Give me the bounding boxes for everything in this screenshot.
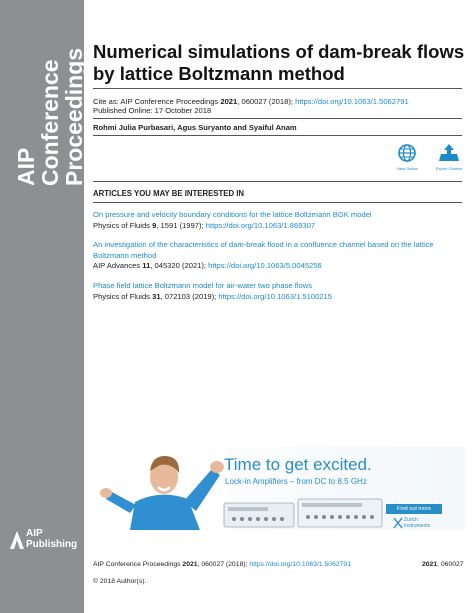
export-citation-button[interactable] [429,141,469,175]
related-article [93,281,463,302]
ad-subline: Lock-in Amplifiers – from DC to 8.5 GHz [225,477,367,486]
cite-year: 2021 [220,97,238,106]
related-article-citation [93,261,463,272]
divider [93,202,462,203]
related-article-doi-link[interactable]: https://doi.org/10.1063/1.869307 [205,220,316,230]
volume: 31 [152,291,161,301]
divider [93,118,462,119]
view-online-label: View Online [396,166,418,171]
brand-line2: Instruments [404,523,431,529]
view-online-button[interactable] [387,141,427,175]
globe-icon [397,143,417,163]
journal-name: Physics of Fluids [93,291,153,301]
related-article-title[interactable]: An investigation of the characteristics of dam-break flood in a confluence channel based on the lattice Boltzmann method [93,240,434,260]
journal-name: Physics of Fluids [93,220,153,230]
volume: 11 [142,261,151,270]
footer-right-page: , 060027 [437,561,464,568]
related-article-doi-link[interactable]: https://doi.org/10.1063/1.5100215 [218,291,332,301]
journal-name [14,16,86,186]
brand-line1: Zurich [404,517,418,523]
journal-sidebar [0,0,87,613]
advertisement-banner[interactable] [100,447,465,530]
related-article-citation [93,221,463,232]
find-out-more-button[interactable]: Find out more [386,504,442,514]
footer-year: 2021 [182,561,198,568]
related-article [93,210,463,231]
divider [93,135,462,136]
pages-year: , 072103 (2019); [160,291,219,301]
related-article-title[interactable]: Phase field lattice Boltzmann model for air-water two phase flows [93,281,313,290]
related-article-doi-link[interactable]: https://doi.org/10.1063/5.0045256 [208,261,322,270]
logo-text-publishing: Publishing [26,539,78,550]
footer-right-year: 2021 [422,561,438,568]
aip-logo-icon [9,530,25,550]
footer-page-ref [422,561,464,568]
volume: 9 [152,220,157,230]
footer-doi-link[interactable]: https://doi.org/10.1063/1.5062791 [249,561,351,568]
ad-headline: Time to get excited. [224,455,372,474]
pages-year: , 1591 (1997); [156,220,206,230]
journal-name-line1: AIP Conference [13,59,63,186]
zurich-instruments-logo [393,517,453,529]
cite-prefix: Cite as: AIP Conference Proceedings [93,97,221,106]
export-icon [438,143,460,163]
published-date: Published Online: 17 October 2018 [93,106,212,115]
copyright-notice: © 2018 Author(s). [93,578,147,585]
logo-text-aip: AIP [26,528,43,539]
related-articles-heading: ARTICLES YOU MAY BE INTERESTED IN [93,189,245,198]
pages-year: , 045320 (2021); [150,261,209,270]
author-list: Rohmi Julia Purbasari, Agus Suryanto and Syaiful Anam [93,123,297,132]
related-article-title[interactable]: On pressure and velocity boundary conditions for the lattice Boltzmann BGK model [93,210,372,219]
cite-mid: , 060027 (2018); [237,97,296,106]
journal-name-line2: Proceedings [61,47,87,186]
ad-person-image [100,447,230,530]
footer-citation [93,561,463,568]
journal-name: AIP Advances [93,261,143,270]
footer-mid: , 060027 (2018); [197,561,250,568]
footer-prefix: AIP Conference Proceedings [93,561,183,568]
divider [93,88,462,89]
divider [93,181,462,182]
export-citation-label: Export Citation [435,166,463,171]
related-article [93,240,463,272]
article-doi-link[interactable]: https://doi.org/10.1063/1.5062791 [295,97,409,106]
zurich-logo-icon [393,517,403,529]
article-title: Numerical simulations of dam-break flows by lattice Boltzmann method [93,41,465,84]
related-article-citation [93,292,463,303]
